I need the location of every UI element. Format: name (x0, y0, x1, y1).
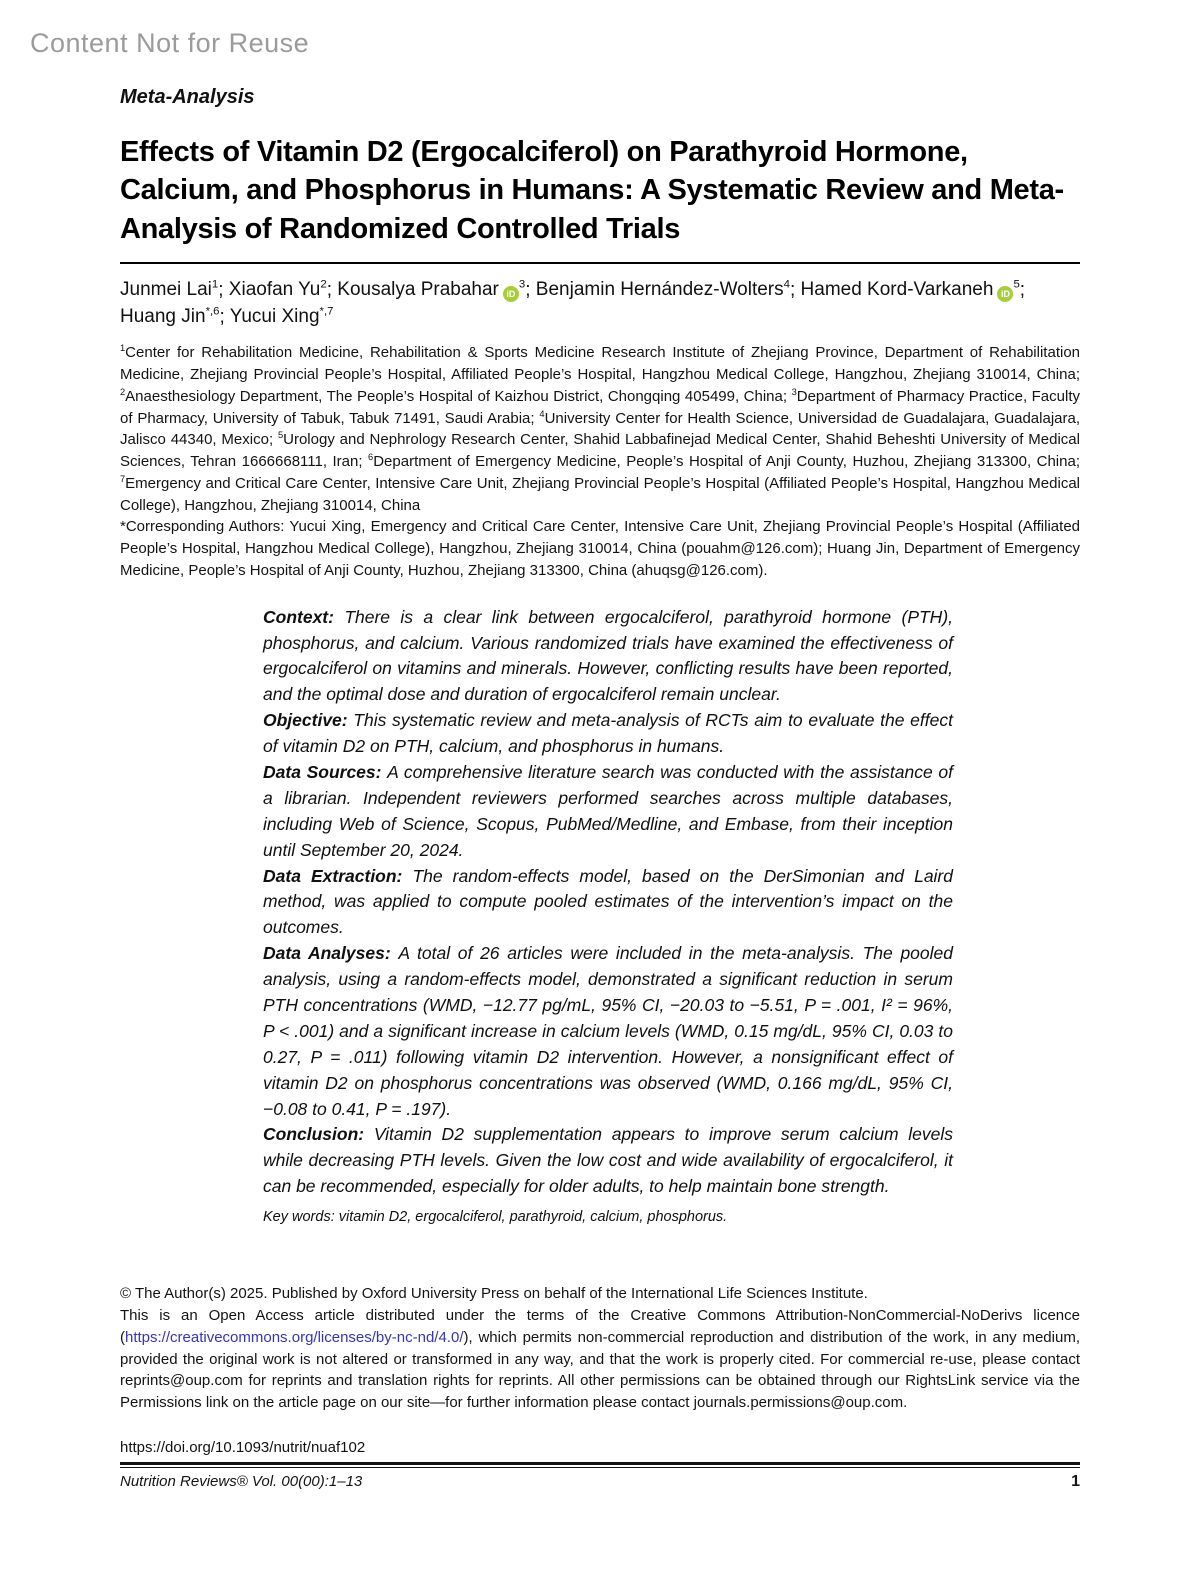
license-paragraph: This is an Open Access article distributed under the terms of the Creative Commons Attribution-NonCommercial-NoDerivs licence (https://creativecommons.org/licenses/by-nc-nd/4.0/), which permits non-commercial reproduction and distribution of the work, in any medium, provided the original work is not altered or transformed in any way, and that the work is properly cited. For commercial re-use, please contact reprints@oup.com for reprints and translation rights for reprints. All other permissions can be obtained through our RightsLink service via the Permissions link on the article page on our site—for further information please contact journals.permissions@oup.com. (120, 1307, 1080, 1412)
affiliation-number: 4 (539, 408, 545, 419)
copyright-block (120, 1283, 1080, 1414)
author-affiliation-superscript: 4 (783, 278, 790, 291)
doi-link[interactable]: https://doi.org/10.1093/nutrit/nuaf102 (120, 1438, 366, 1456)
watermark: Content Not for Reuse (30, 28, 310, 58)
article-title: Effects of Vitamin D2 (Ergocalciferol) on Parathyroid Hormone, Calcium, and Phosphorus in Humans: A Systematic Review and Meta-Analysis of Randomized Controlled Trials (120, 136, 1064, 245)
affiliation-number: 1 (120, 343, 126, 354)
abstract-section-label: Conclusion: (263, 1124, 374, 1145)
keywords: Key words: vitamin D2, ergocalciferol, parathyroid, calcium, phosphorus. (263, 1209, 728, 1226)
copyright-line: © The Author(s) 2025. Published by Oxford University Press on behalf of the International Life Sciences Institute. (120, 1285, 868, 1303)
author-affiliation-superscript: *,7 (319, 306, 334, 319)
orcid-icon[interactable]: iD (997, 286, 1013, 302)
author-name: Yucui Xing$^{*,7}$ (229, 306, 334, 328)
affiliation-number: 5 (277, 430, 284, 441)
abstract-section-label: Context: (263, 606, 345, 627)
abstract-section: Objective: This systematic review and meta-analysis of RCTs aim to evaluate the effect of vitamin D2 on PTH, calcium, and phosphorus in humans. (263, 710, 953, 757)
abstract-section: Data Extraction: The random-effects model, based on the DerSimonian and Laird method, was applied to compute pooled estimates of the intervention’s impact on the outcomes. (263, 865, 953, 938)
author-affiliation-superscript: 2 (320, 278, 327, 291)
author-name: Hamed Kord-Varkaneh $iD^5$ (800, 278, 1020, 301)
page-number: 1 (1071, 1472, 1080, 1490)
author-name: Huang Jin$^{*,6}$ (120, 306, 220, 328)
author-affiliation-superscript: *,6 (205, 306, 220, 319)
abstract-section-label: Data Analyses: (263, 943, 399, 964)
author-name: Xiaofan Yu$^2$ (228, 278, 327, 301)
affiliation-number: 3 (791, 386, 797, 397)
abstract (263, 605, 953, 1228)
affiliation-number: 2 (120, 386, 126, 397)
author-affiliation-superscript: 5 (1013, 278, 1020, 291)
abstract-sections (263, 605, 953, 1200)
author-name: Benjamin Hernández-Wolters$^4$ (535, 278, 790, 301)
title-rule (120, 262, 1080, 264)
abstract-section: Data Analyses: A total of 26 articles were included in the meta-analysis. The pooled analysis, using a random-effects model, demonstrated a significant reduction in serum PTH concentrations (WMD, −12.77 pg/mL, 95% CI, −20.03 to −5.51, P = .001, I² = 96%, P < .001) and a significant increase in calcium levels (WMD, 0.15 mg/dL, 95% CI, 0.03 to 0.27, P = .011) following vitamin D2 intervention. However, a nonsignificant effect of vitamin D2 on phosphorus concentrations was observed (WMD, 0.166 mg/dL, 95% CI, −0.08 to 0.41, P = .197). (263, 943, 953, 1119)
abstract-section: Conclusion: Vitamin D2 supplementation appears to improve serum calcium levels while decreasing PTH levels. Given the low cost and wide availability of ergocalciferol, it can be recommended, especially for older adults, to help maintain bone strength. (263, 1124, 954, 1197)
affiliation-number: 7 (120, 473, 126, 484)
abstract-section: Data Sources: A comprehensive literature search was conducted with the assistance of a librarian. Independent reviewers performed searches across multiple databases, including Web of Science, Scopus, PubMed/Medline, and Embase, from their inception until September 20, 2024. (263, 761, 953, 860)
author-name: Kousalya Prabahar $iD^3$ (337, 278, 526, 301)
affiliations: $^1$Center for Rehabilitation Medicine, Rehabilitation & Sports Medicine Research Institute of Zhejiang Province, Department of Rehabilitation Medicine, Zhejiang Provincial People’s Hospital, Affiliated People’s Hospital, Hangzhou Medical College, Hangzhou, Zhejiang 310014, China; $^2$Anaesthesiology Department, The People’s Hospital of Kaizhou District, Chongqing 405499, China; $^3$Department of Pharmacy Practice, Faculty of Pharmacy, University of Tabuk, Tabuk 71491, Saudi Arabia; $^4$University Center for Health Science, Universidad de Guadalajara, Guadalajara, Jalisco 44340, Mexico; $^5$Urology and Nephrology Research Center, Shahid Labbafinejad Medical Center, Shahid Beheshti University of Medical Sciences, Tehran 1666668111, Iran; $^6$Department of Emergency Medicine, People’s Hospital of Anji County, Huzhou, Zhejiang 313300, China; $^7$Emergency and Critical Care Center, Intensive Care Unit, Zhejiang Provincial People’s Hospital (Affiliated People’s Hospital, Hangzhou Medical College), Hangzhou, Zhejiang 310014, China (120, 343, 1080, 514)
abstract-section-label: Objective: (263, 710, 354, 731)
footer (120, 1473, 1080, 1491)
article-content (120, 0, 1080, 1491)
author-affiliation-superscript: 3 (518, 278, 526, 291)
authors-line: Junmei Lai$^1$; Xiaofan Yu$^2$; Kousalya Prabahar $iD^3$; Benjamin Hernández-Wolters$^4$; Hamed Kord-Varkaneh $iD^5$; Huang Jin$^{*,6}$; Yucui Xing$^{*,7}$ (120, 278, 1026, 328)
article-type: Meta-Analysis (120, 86, 255, 108)
footer-rule (120, 1462, 1080, 1468)
author-affiliation-superscript: 1 (211, 278, 219, 291)
journal-info: Nutrition Reviews® Vol. 00(00):1–13 (120, 1472, 363, 1490)
abstract-section-label: Data Sources: (263, 761, 388, 782)
orcid-icon[interactable]: iD (503, 286, 519, 302)
abstract-section: Context: There is a clear link between ergocalciferol, parathyroid hormone (PTH), phosphorus, and calcium. Various randomized trials have examined the effectiveness of ergocalciferol on vitamins and minerals. However, conflicting results have been reported, and the optimal dose and duration of ergocalciferol remain unclear. (263, 606, 954, 705)
author-name: Junmei Lai$^1$ (120, 278, 219, 301)
correspondence: *Corresponding Authors: Yucui Xing, Emergency and Critical Care Center, Intensive Care Unit, Zhejiang Provincial People’s Hospital (Affiliated People’s Hospital, Hangzhou Medical College), Hangzhou, Zhejiang 310014, China (pouahm@126.com); Huang Jin, Department of Emergency Medicine, People’s Hospital of Anji County, Huzhou, Zhejiang 313300, China (ahuqsg@126.com). (120, 518, 1080, 579)
affiliation-number: 6 (368, 452, 374, 463)
abstract-section-label: Data Extraction: (263, 865, 413, 886)
cc-license-link[interactable]: https://creativecommons.org/licenses/by-nc-nd/4.0/ (125, 1328, 464, 1346)
